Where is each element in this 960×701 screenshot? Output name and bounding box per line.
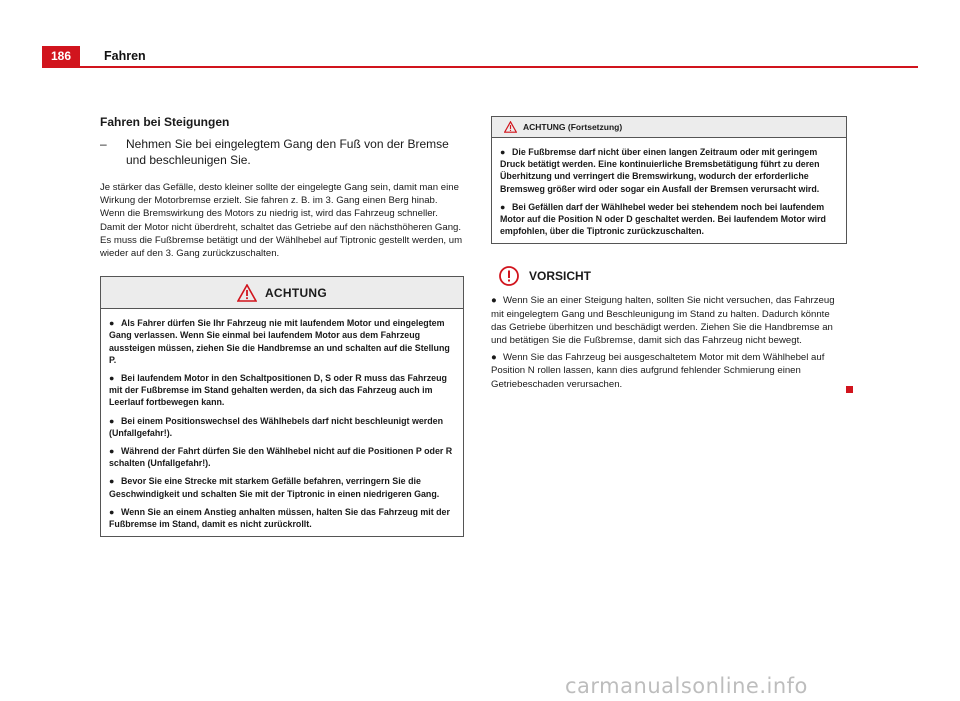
section-title: Fahren	[104, 49, 146, 63]
warning-item: ● Bei Gefällen darf der Wählhebel weder bei stehendem noch bei laufendem Motor auf die Position N oder D geschaltet werden. Bei laufendem Motor wird empfohlen, über die Tiptronic zurückzuschalten.	[500, 201, 826, 237]
warning-continued-body	[492, 138, 846, 243]
instruction-step	[100, 136, 464, 168]
step-text: Nehmen Sie bei eingelegtem Gang den Fuß von der Bremse und beschleunigen Sie.	[126, 137, 449, 167]
warning-continued-title: ACHTUNG (Fortsetzung)	[523, 122, 623, 132]
warning-continued-header	[492, 117, 846, 138]
caution-item: ● Wenn Sie das Fahrzeug bei ausgeschaltetem Motor mit dem Wählhebel auf Position N rollen lassen, kann dies aufgrund fehlender Schmierung einen Getriebeschaden verursachen.	[491, 352, 825, 390]
header-rule	[42, 66, 918, 68]
caution-item: ● Wenn Sie an einer Steigung halten, sollten Sie nicht versuchen, das Fahrzeug mit eingelegtem Gang und Beschleunigung im Stand zu halten. Dadurch könnte das Getriebe überhitzen und beschädigt werden. Ziehen Sie die Handbremse an und betätigen Sie die Fußbremse, damit sich das Fahrzeug nicht bewegt.	[491, 295, 835, 347]
caution-body	[491, 294, 847, 390]
warning-item: ● Als Fahrer dürfen Sie Ihr Fahrzeug nie mit laufendem Motor und eingelegtem Gang verlassen. Wenn Sie einmal bei laufendem Motor aus dem Fahrzeug aussteigen müssen, ziehen Sie die Handbremse an und schalten auf die Stellung P.	[109, 318, 450, 365]
warning-box	[100, 276, 464, 537]
warning-continued-box	[491, 116, 847, 244]
warning-body	[101, 309, 463, 536]
body-paragraph: Je stärker das Gefälle, desto kleiner sollte der eingelegte Gang sein, damit man eine Wirkung der Motorbremse erzielt. Sie fahren z. B. im 3. Gang einen Berg hinab. Wenn die Bremswirkung des Motors zu niedrig ist, wird das Fahrzeug schneller. Damit der Motor nicht überdreht, schaltet das Getriebe auf den nächsthöheren Gang. Es muss die Fußbremse betätigt und der Wählhebel auf Tiptronic gestellt werden, um wieder auf den 3. Gang zurückzuschalten.	[100, 182, 463, 260]
warning-item: ● Während der Fahrt dürfen Sie den Wählhebel nicht auf die Positionen P oder R schalten (Unfallgefahr!).	[109, 446, 453, 469]
caution-header	[491, 266, 847, 286]
warning-item: ● Die Fußbremse darf nicht über einen langen Zeitraum oder mit geringem Druck betätigt werden. Eine kontinuierliche Bremsbetätigung führt zu deren Überhitzung und verringert die Bremswirkung, wodurch der erforderliche Bremsweg größer wird oder sogar ein Ausfall der Bremsen verursacht wird.	[500, 147, 820, 194]
warning-item: ● Wenn Sie an einem Anstieg anhalten müssen, halten Sie das Fahrzeug mit der Fußbremse im Stand, damit es nicht zurückrollt.	[109, 506, 450, 530]
subheading: Fahren bei Steigungen	[100, 115, 230, 129]
left-column	[100, 115, 464, 537]
section-end-marker	[846, 386, 853, 393]
warning-triangle-icon	[504, 121, 517, 133]
warning-title: ACHTUNG	[264, 285, 328, 300]
step-dash: –	[100, 137, 107, 151]
warning-triangle-icon	[237, 284, 257, 302]
warning-item: ● Bevor Sie eine Strecke mit starkem Gefälle befahren, verringern Sie die Geschwindigkeit und schalten Sie mit der Tiptronic in einen niedrigeren Gang.	[109, 476, 440, 499]
warning-item: ● Bei einem Positionswechsel des Wählhebels darf nicht beschleunigt werden (Unfallgefahr!).	[109, 415, 444, 438]
watermark: carmanualsonline.info	[565, 674, 808, 698]
warning-item: ● Bei laufendem Motor in den Schaltpositionen D, S oder R muss das Fahrzeug mit der Fußbremse im Stand gehalten werden, da sich das Fahrzeug auch im Leerlauf fortbewegen kann.	[109, 373, 447, 408]
exclamation-circle-icon	[499, 266, 519, 286]
warning-header	[101, 277, 463, 309]
page-header	[42, 46, 918, 68]
right-column	[491, 116, 847, 395]
page-number: 186	[42, 46, 80, 66]
caution-title: VORSICHT	[529, 269, 592, 284]
